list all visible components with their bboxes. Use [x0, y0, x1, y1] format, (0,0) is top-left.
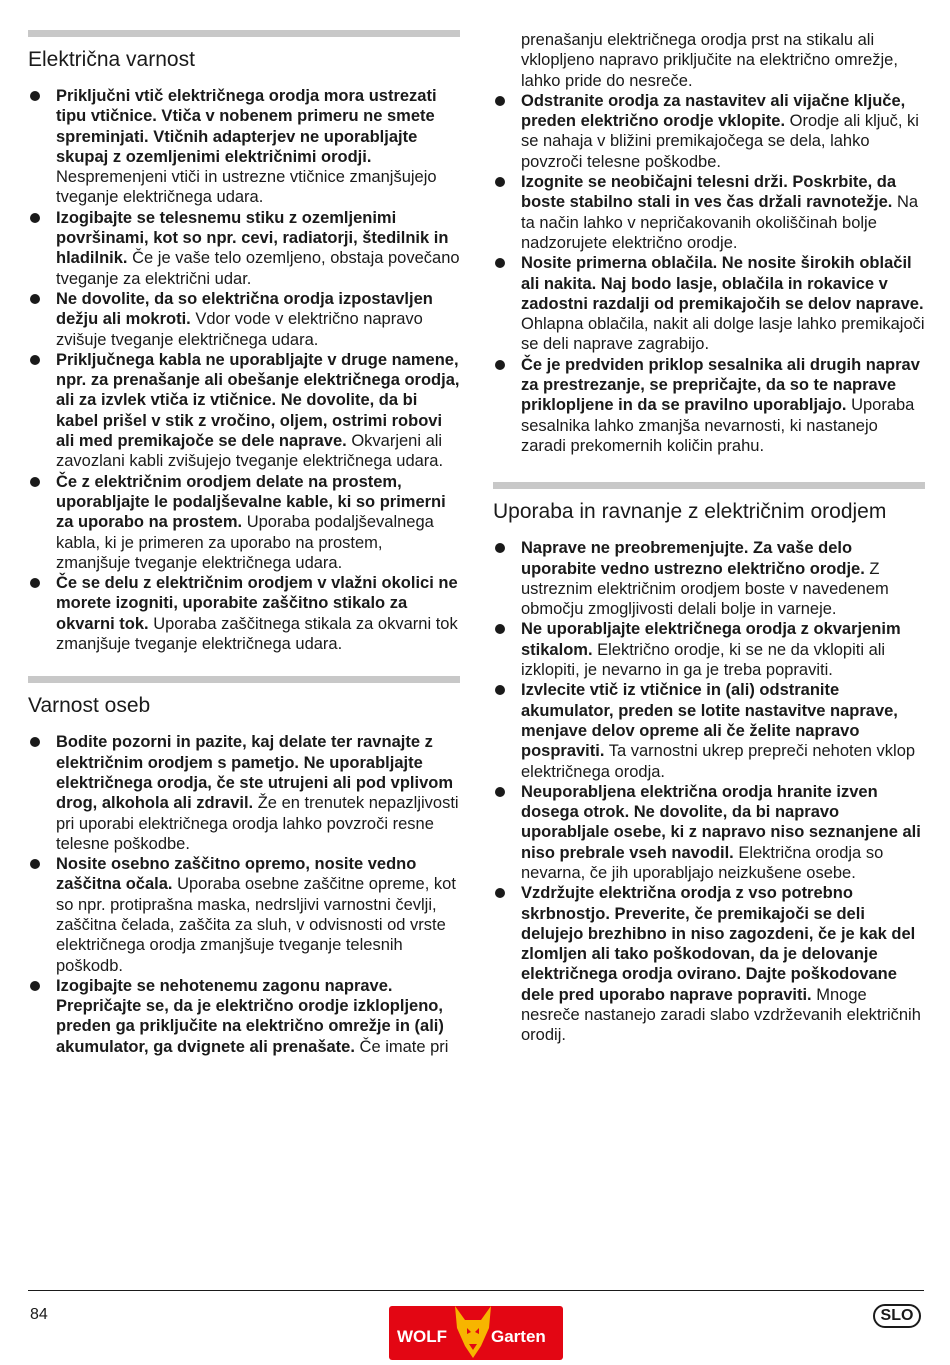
section-title: Uporaba in ravnanje z električnim orodjem — [493, 500, 887, 524]
bullet-icon — [30, 859, 40, 869]
list-item — [28, 472, 460, 573]
list-item — [493, 680, 925, 781]
section-title: Električna varnost — [28, 48, 195, 71]
item-heading: Bodite pozorni in pazite, kaj delate ter ravnajte z električnim orodjem s pametjo. Ne uporabljajte električnega orodja, če ste utrujeni ali pod vplivom drog, alkohola ali zdravil. — [56, 733, 454, 813]
list-item — [493, 91, 925, 172]
wolf-garten-logo — [389, 1306, 563, 1360]
item-text: Če je vaše telo ozemljeno, obstaja povečano tveganje za električni udar. — [56, 249, 460, 288]
item-text: Električno orodje, ki se ne da vklopiti ali izklopiti, je nevarno in ga je treba popraviti. — [521, 640, 886, 680]
bullet-icon — [495, 96, 505, 106]
logo-text-right: Garten — [491, 1327, 546, 1346]
item-heading: Priključnega kabla ne uporabljajte v druge namene, npr. za prenašanje ali obešanje električnega orodja, ali za izvlek vtiča iz vtičnice. Ne dovolite, da bi kabel prišel v stik z vročino, oljem, ostrimi robovi ali med premikajoče se dele naprave. — [56, 350, 460, 451]
list-item — [493, 253, 925, 354]
item-heading: Odstranite orodja za nastavitev ali vijačne ključe, preden električno orodje vklopite. — [521, 91, 906, 131]
list-item — [493, 782, 925, 883]
bullet-list — [493, 538, 925, 1045]
list-item — [493, 883, 925, 1045]
item-text: Električna orodja so nevarna, če jih uporabljajo neizkušene osebe. — [521, 843, 884, 882]
list-item — [28, 86, 460, 208]
bullet-icon — [495, 258, 505, 268]
logo-text-left: WOLF — [397, 1327, 448, 1346]
list-item — [28, 289, 460, 350]
bullet-icon — [495, 360, 505, 370]
section-tool-use — [493, 482, 925, 1045]
item-text: Ohlapna oblačila, nakit ali dolge lasje lahko premikajoči se deli naprave zagrabijo. — [521, 315, 925, 354]
wolf-head-icon — [451, 1306, 495, 1360]
list-item — [28, 732, 460, 854]
list-item — [28, 854, 460, 976]
item-heading: Izvlecite vtič iz vtičnice in (ali) odstranite akumulator, preden se lotite nastavitve naprave, menjave delov opreme ali če želite napravo pospraviti. — [521, 681, 898, 761]
list-item — [493, 172, 925, 253]
bullet-list — [28, 732, 460, 1057]
item-text: Vdor vode v električno napravo zvišuje tveganje električnega udara. — [56, 310, 423, 349]
item-heading: Izognite se neobičajni telesni drži. Poskrbite, da boste stabilno stali in ves čas držali ravnotežje. — [521, 173, 897, 212]
item-heading: Če z električnim orodjem delate na prostem, uporabljajte le podaljševalne kable, ki so primerni za uporabo na prostem. — [56, 472, 446, 532]
item-heading: Če se delu z električnim orodjem v vlažni okolici ne morete izogniti, uporabite zaščitno stikalo za okvarni tok. — [56, 574, 458, 633]
item-heading: Izogibajte se telesnemu stiku z ozemljenimi površinami, kot so npr. cevi, radiatorji, štedilnik in hladilnik. — [56, 208, 449, 268]
bullet-list — [28, 86, 460, 654]
item-heading: Vzdržujte električna orodja z vso potrebno skrbnostjo. Preverite, če premikajoči se deli delujejo brezhibno in niso zagozdeni, če je kak del zlomljen ali tako poškodovan, da je delovanje električnega orodja ovirano. Dajte poškodovane dele pred uporabo naprave popraviti. — [521, 884, 916, 1004]
list-item — [493, 538, 925, 619]
bullet-icon — [30, 294, 40, 304]
item-heading: Izogibajte se nehotenemu zagonu naprave. Prepričajte se, da je električno orodje izklopljeno, preden ga priključite na električno omrežje in (ali) akumulator, ga dvignete ali prenašate. — [56, 976, 444, 1056]
item-text: Nespremenjeni vtiči in ustrezne vtičnice zmanjšujejo tveganje električnega udara. — [56, 168, 437, 207]
continued-text: prenašanju električnega orodja prst na stikalu ali vklopljeno napravo priključite na električno omrežje, lahko pride do nesreče. — [521, 31, 898, 90]
bullet-icon — [30, 91, 40, 101]
list-item — [493, 355, 925, 456]
item-heading: Ne dovolite, da so električna orodja izpostavljen dežju ali mokroti. — [56, 289, 433, 329]
item-text: Uporaba sesalnika lahko zmanjša nevarnosti, ki nastanejo zaradi prekomernih količin prahu. — [521, 396, 915, 455]
bullet-icon — [30, 477, 40, 487]
item-heading: Ne uporabljajte električnega orodja z okvarjenim stikalom. — [521, 620, 901, 659]
item-heading: Nosite osebno zaščitno opremo, nosite vedno zaščitna očala. — [56, 855, 417, 894]
item-text: Orodje ali ključ, ki se nahaja v bližini premikajočega se dela, lahko povzroči telesne poškodbe. — [521, 112, 919, 171]
bullet-list — [493, 91, 925, 456]
item-text: Že en trenutek nepazljivosti pri uporabi električnega orodja lahko povzroči resne telesne poškodbe. — [56, 794, 459, 853]
section-personal-safety — [28, 676, 460, 1057]
section-divider — [28, 30, 460, 37]
list-item — [493, 619, 925, 680]
bullet-icon — [30, 981, 40, 991]
item-text: Na ta način lahko v nepričakovanih okoliščinah bolje nadzorujete električno orodje. — [521, 193, 919, 252]
item-heading: Če je predviden priklop sesalnika ali drugih naprav za prestrezanje, se prepričajte, da so te naprave priklopljene in da se pravilno uporabljajo. — [521, 355, 920, 415]
page-number: 84 — [30, 1306, 48, 1323]
language-badge: SLO — [873, 1304, 921, 1328]
list-item — [28, 350, 460, 472]
item-heading: Priključni vtič električnega orodja mora ustrezati tipu vtičnice. Vtiča v nobenem primeru ne smete spreminjati. Vtičnih adapterjev ne uporabljajte skupaj z ozemljenimi električnimi orodji. — [56, 87, 437, 166]
item-heading: Naprave ne preobremenjujte. Za vaše delo uporabite vedno ustrezno električno orodje. — [521, 539, 865, 578]
item-heading: Neuporabljena električna orodja hranite izven dosega otrok. Ne dovolite, da bi napravo uporabljale osebe, ki z napravo niso seznanjene ali niso prebrale vseh navodil. — [521, 782, 921, 862]
bullet-icon — [495, 888, 505, 898]
section-title: Varnost oseb — [28, 694, 151, 718]
footer-divider — [28, 1290, 924, 1291]
section-divider — [28, 676, 460, 683]
bullet-icon — [495, 787, 505, 797]
section-electrical-safety — [28, 30, 460, 654]
bullet-icon — [495, 624, 505, 634]
bullet-icon — [30, 737, 40, 747]
bullet-icon — [30, 213, 40, 223]
item-heading: Nosite primerna oblačila. Ne nosite širokih oblačil ali nakita. Naj bodo lasje, oblačila in rokavice v zadostni razdalji od premikajočih se delov naprave. — [521, 254, 924, 313]
item-text: Mnoge nesreče nastanejo zaradi slabo vzdrževanih električnih orodij. — [521, 985, 921, 1045]
item-text: Uporaba zaščitnega stikala za okvarni tok zmanjšuje tveganje električnega udara. — [56, 614, 458, 654]
bullet-icon — [495, 177, 505, 187]
bullet-icon — [30, 578, 40, 588]
bullet-icon — [495, 685, 505, 695]
item-text: Z ustreznim električnim orodjem boste v navedenem območju zmogljivosti delali bolje in varneje. — [521, 559, 889, 619]
item-text: Ta varnostni ukrep prepreči nehoten vklop električnega orodja. — [521, 742, 916, 781]
list-item — [28, 573, 460, 654]
item-text: Okvarjeni ali zavozlani kabli zvišujejo tveganje električnega udara. — [56, 432, 444, 471]
list-item — [28, 976, 460, 1057]
section-divider — [493, 482, 925, 489]
item-text: Uporaba podaljševalnega kabla, ki je primeren za uporabo na prostem, zmanjšuje tveganje električnega udara. — [56, 513, 434, 572]
right-column — [493, 30, 925, 1046]
bullet-icon — [30, 355, 40, 365]
bullet-icon — [495, 543, 505, 553]
item-text: Uporaba osebne zaščitne opreme, kot so npr. protiprašna maska, nedrsljivi varnostni čevlji, zaščitna čelada, zaščita za sluh, v odvisnosti od vrste električnega orodja zmanjšuje tveganje telesnih poškodb. — [56, 875, 456, 975]
item-text: Če imate pri — [354, 1037, 449, 1056]
list-item — [28, 208, 460, 289]
left-column — [28, 30, 460, 1057]
